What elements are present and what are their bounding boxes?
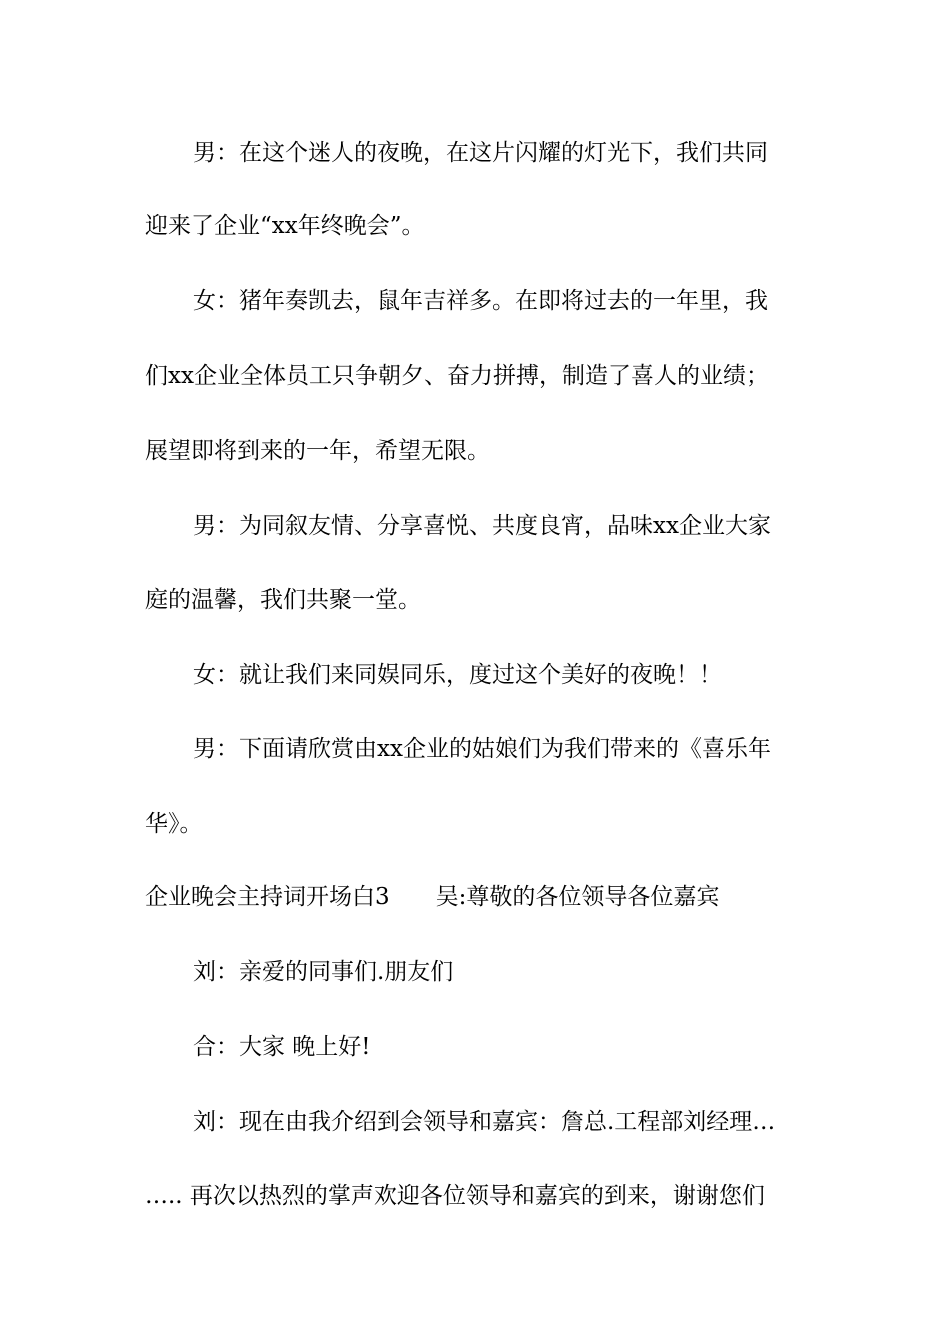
text-line: 男：在这个迷人的夜晚，在这片闪耀的灯光下，我们共同	[193, 140, 768, 166]
text-line: 庭的温馨，我们共聚一堂。	[145, 587, 421, 613]
text-line: 刘：亲爱的同事们.朋友们	[193, 959, 454, 985]
text-line: 们xx企业全体员工只争朝夕、奋力拼搏，制造了喜人的业绩；	[145, 363, 769, 389]
text-line: 合：大家 晚上好!	[193, 1034, 371, 1060]
text-line: ….. 再次以热烈的掌声欢迎各位领导和嘉宾的到来，谢谢您们	[145, 1183, 765, 1209]
text-line: 展望即将到来的一年，希望无限。	[145, 438, 490, 464]
text-line: 刘：现在由我介绍到会领导和嘉宾：詹总.工程部刘经理…	[193, 1109, 776, 1135]
text-line: 男：下面请欣赏由xx企业的姑娘们为我们带来的《喜乐年	[193, 736, 771, 762]
text-line: 女：就让我们来同娱同乐，度过这个美好的夜晚！！	[193, 662, 722, 688]
text-line: 女：猪年奏凯去，鼠年吉祥多。在即将过去的一年里，我	[193, 288, 768, 314]
text-line: 企业晚会主持词开场白3 吴:尊敬的各位领导各位嘉宾	[145, 884, 720, 910]
text-line: 华》。	[145, 811, 203, 837]
text-line: 男：为同叙友情、分享喜悦、共度良宵，品味xx企业大家	[193, 513, 771, 539]
text-line: 迎来了企业“xx年终晚会”。	[145, 213, 425, 239]
